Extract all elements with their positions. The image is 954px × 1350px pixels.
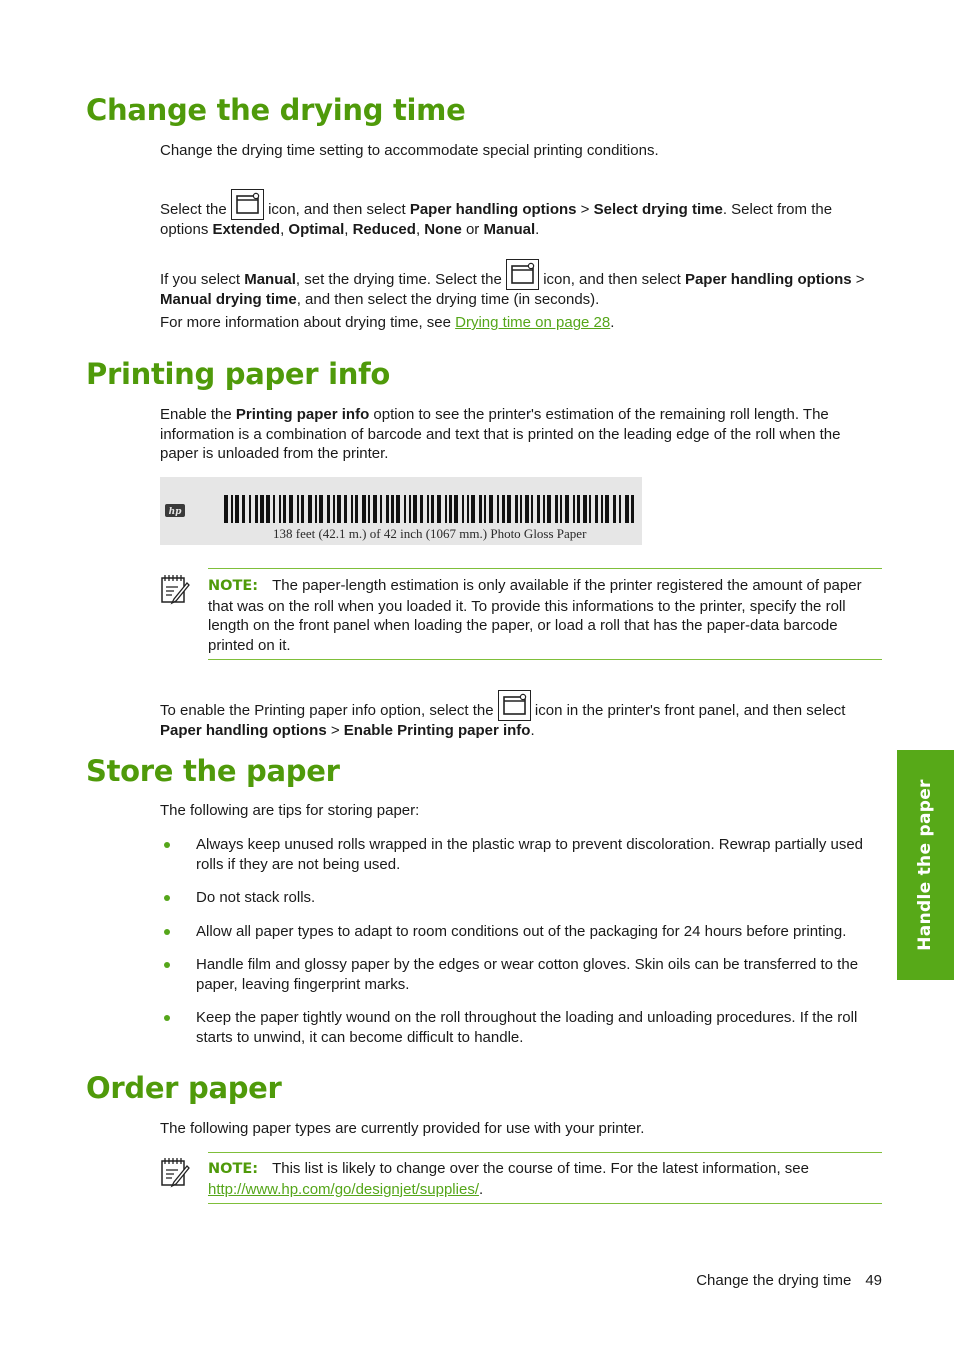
note-order-paper: NOTE: This list is likely to change over the course of time. For the latest information, see http://www.hp.com/go/designjet/supplies/. — [208, 1160, 809, 1198]
barcode-bar — [605, 495, 609, 523]
note-label: NOTE: — [208, 578, 259, 594]
barcode-bar — [266, 495, 270, 523]
barcode-bar — [431, 495, 434, 523]
barcode-bar — [497, 495, 499, 523]
chapter-side-tab-label: Handle the paper — [915, 779, 935, 951]
barcode-bar — [351, 495, 353, 523]
section-title-drying-time: Change the drying time — [86, 93, 466, 127]
store-paper-intro: The following are tips for storing paper: — [160, 802, 420, 819]
barcode-bar — [235, 495, 239, 523]
section-title-order-paper: Order paper — [86, 1071, 282, 1105]
note-paper-length: NOTE: The paper-length estimation is only available if the printer registered the amount of paper that was on the roll when you loaded it. To provide this informations to the printer, specify the roll length on the front panel when loading the paper, or load a roll that has the paper-data barcode printed on it. — [208, 577, 862, 654]
barcode-bar — [224, 495, 228, 523]
printing-paper-info-intro: Enable the Printing paper info option to see the printer's estimation of the remaining roll length. The information is a combination of barcode and text that is printed on the leading edge of the roll when the paper is unloaded from the printer. — [160, 406, 841, 462]
barcode-bar — [427, 495, 429, 523]
barcode-bar — [583, 495, 587, 523]
drying-time-intro: Change the drying time setting to accommodate special printing conditions. — [160, 142, 659, 159]
footer-title: Change the drying time — [696, 1272, 852, 1289]
barcode-bar — [242, 495, 245, 523]
barcode-bar — [484, 495, 486, 523]
barcode-bar — [445, 495, 447, 523]
list-item: Always keep unused rolls wrapped in the plastic wrap to prevent discoloration. Rewrap partially used rolls if they are not being used. — [160, 835, 882, 874]
barcode-bar — [547, 495, 551, 523]
note-divider-top — [208, 1152, 882, 1153]
barcode-bar — [396, 495, 400, 523]
bullet-icon — [164, 842, 170, 848]
barcode-bar — [327, 495, 330, 523]
barcode-bar — [333, 495, 335, 523]
chapter-side-tab — [897, 750, 954, 980]
enable-printing-info-instructions: To enable the Printing paper info option, select the icon in the printer's front panel, and then select Paper handling options > Enable Printing paper info. — [160, 690, 882, 741]
note-divider-bottom — [208, 659, 882, 660]
drying-time-link[interactable]: Drying time on page 28 — [455, 314, 611, 331]
barcode-bar — [279, 495, 281, 523]
barcode-bar — [373, 495, 377, 523]
barcode-bar — [308, 495, 312, 523]
bullet-icon — [164, 962, 170, 968]
barcode-bar — [362, 495, 366, 523]
paper-handling-icon — [506, 259, 539, 290]
barcode-bar — [409, 495, 411, 523]
barcode-bar — [577, 495, 580, 523]
barcode-bar — [344, 495, 347, 523]
barcode-bar — [449, 495, 452, 523]
note-pencil-icon — [160, 1156, 192, 1188]
barcode-bar — [543, 495, 545, 523]
barcode-caption: 138 feet (42.1 m.) of 42 inch (1067 mm.) Photo Gloss Paper — [273, 526, 587, 541]
barcode-bar — [283, 495, 286, 523]
page-number: 49 — [865, 1272, 882, 1289]
barcode-bar — [595, 495, 598, 523]
barcode-bar — [249, 495, 251, 523]
barcode-bar — [337, 495, 341, 523]
barcode-bar — [289, 495, 293, 523]
barcode-bar — [625, 495, 629, 523]
barcode-bar — [619, 495, 621, 523]
barcode-bar — [507, 495, 511, 523]
barcode-bar — [231, 495, 233, 523]
barcode-bar — [454, 495, 458, 523]
barcode-bar — [537, 495, 540, 523]
barcode-bar — [520, 495, 522, 523]
list-item: Keep the paper tightly wound on the roll throughout the loading and unloading procedures. If the roll starts to unwind, it can become difficult to handle. — [160, 1008, 882, 1047]
barcode-bar — [437, 495, 441, 523]
barcode-bar — [613, 495, 616, 523]
barcode-sample-image — [160, 477, 642, 545]
order-paper-intro: The following paper types are currently provided for use with your printer. — [160, 1120, 645, 1137]
barcode-bar — [319, 495, 323, 523]
section-title-printing-paper-info: Printing paper info — [86, 357, 391, 391]
bullet-icon — [164, 895, 170, 901]
page-footer — [696, 1272, 882, 1289]
barcode-bar — [297, 495, 299, 523]
note-pencil-icon — [160, 573, 192, 605]
list-item: Handle film and glossy paper by the edges or wear cotton gloves. Skin oils can be transferred to the paper, leaving fingerprint marks. — [160, 955, 882, 994]
bullet-icon — [164, 929, 170, 935]
barcode-bar — [573, 495, 575, 523]
barcode-bar — [525, 495, 529, 523]
paper-handling-icon — [231, 189, 264, 220]
barcode-bar — [560, 495, 562, 523]
note-label: NOTE: — [208, 1161, 259, 1177]
barcode-bar — [555, 495, 558, 523]
supplies-link[interactable]: http://www.hp.com/go/designjet/supplies/ — [208, 1180, 479, 1198]
section-title-store-paper: Store the paper — [86, 754, 340, 788]
barcode-bar — [315, 495, 317, 523]
barcode — [160, 477, 642, 523]
drying-time-more-info: For more information about drying time, see Drying time on page 28. — [160, 314, 615, 331]
note-divider-top — [208, 568, 882, 569]
barcode-bar — [589, 495, 591, 523]
barcode-bar — [301, 495, 304, 523]
barcode-bar — [255, 495, 258, 523]
list-item: Do not stack rolls. — [160, 888, 882, 908]
barcode-bar — [420, 495, 423, 523]
list-item: Allow all paper types to adapt to room conditions out of the packaging for 24 hours before printing. — [160, 922, 882, 942]
barcode-bar — [502, 495, 505, 523]
barcode-bar — [471, 495, 475, 523]
barcode-bar — [355, 495, 358, 523]
manual-drying-instructions: If you select Manual, set the drying time. Select the icon, and then select Paper handling options > Manual drying time, and then select the drying time (in seconds). — [160, 259, 882, 310]
barcode-bar — [413, 495, 417, 523]
barcode-bar — [386, 495, 389, 523]
drying-time-instructions: Select the icon, and then select Paper handling options > Select drying time. Select from the options Extended, Optimal, Reduced, None or Manual. — [160, 189, 882, 240]
barcode-bar — [479, 495, 482, 523]
barcode-bar — [273, 495, 275, 523]
barcode-bar — [368, 495, 370, 523]
barcode-bar — [380, 495, 382, 523]
paper-handling-icon — [498, 690, 531, 721]
barcode-bar — [404, 495, 406, 523]
storage-tips-list — [160, 835, 882, 1047]
barcode-bar — [391, 495, 394, 523]
barcode-bar — [260, 495, 264, 523]
barcode-bar — [631, 495, 634, 523]
barcode-bar — [462, 495, 464, 523]
bullet-icon — [164, 1015, 170, 1021]
barcode-bar — [467, 495, 469, 523]
svg-text:hp: hp — [168, 507, 182, 517]
barcode-bar — [565, 495, 569, 523]
barcode-bar — [515, 495, 518, 523]
barcode-bar — [601, 495, 603, 523]
barcode-bar — [489, 495, 493, 523]
note-divider-bottom — [208, 1203, 882, 1204]
barcode-bar — [531, 495, 533, 523]
